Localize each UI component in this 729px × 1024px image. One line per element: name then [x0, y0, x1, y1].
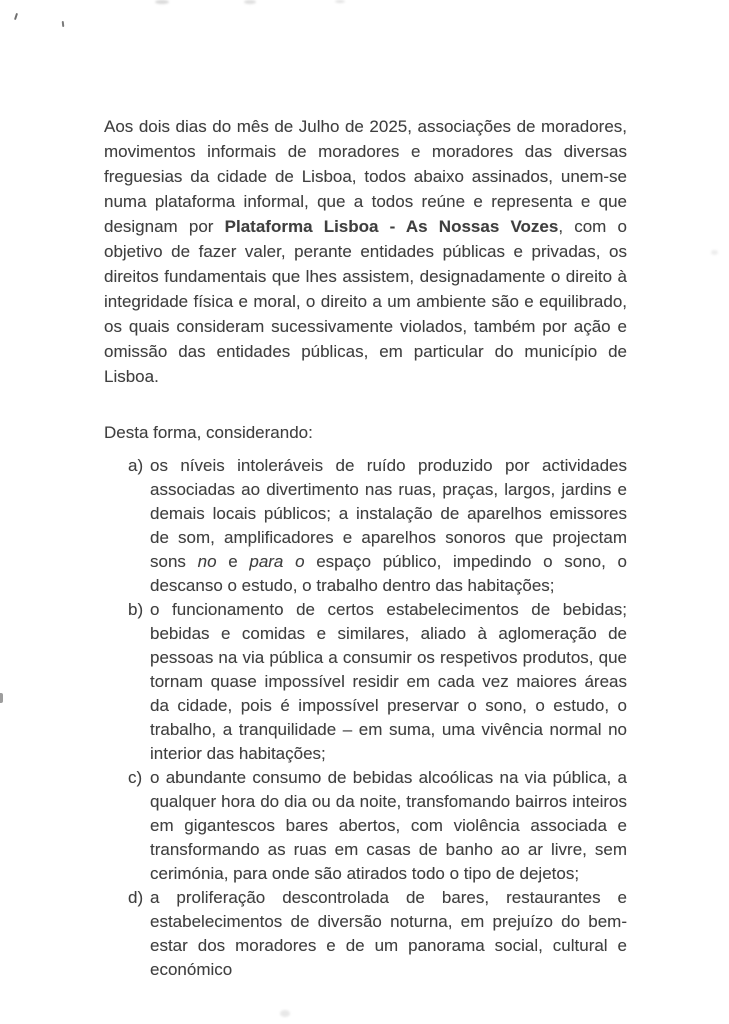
lead-in-line: Desta forma, considerando: [104, 423, 313, 442]
pen-tick-artifact [62, 21, 65, 27]
consideration-item [104, 598, 627, 766]
pen-tick-artifact [14, 13, 18, 20]
considerations-list [104, 454, 627, 982]
scan-smudge-artifact [155, 0, 169, 4]
scan-smudge-artifact [244, 0, 256, 4]
scan-smudge-artifact [711, 250, 718, 255]
document-body [104, 114, 627, 982]
consideration-item [104, 886, 627, 982]
scan-smudge-artifact [335, 0, 345, 3]
consideration-item [104, 766, 627, 886]
scan-edge-artifact [0, 693, 3, 703]
opening-paragraph: Aos dois dias do mês de Julho de 2025, associações de moradores, movimentos informais de moradores e moradores das diversas freguesias da cidade de Lisboa, todos abaixo assinados, unem-se numa plataforma informal, que a todos reúne e representa e que designam por Plataforma Lisboa - As Nossas Vozes, com o objetivo de fazer valer, perante entidades públicas e privadas, os direitos fundamentais que lhes assistem, designadamente o direito à integridade física e moral, o direito a um ambiente são e equilibrado, os quais consideram sucessivamente violados, também por ação e omissão das entidades públicas, em particular do município de Lisboa. [104, 117, 627, 386]
scan-smudge-artifact [280, 1010, 290, 1017]
item-marker: d) [128, 888, 144, 907]
item-text: os níveis intoleráveis de ruído produzido por actividades associadas ao divertimento nas ruas, praças, largos, jardins e demais locais públicos; a instalação de aparelhos emissores de som, amplificadores e aparelhos sonoros que projectam sons no e para o espaço público, impedindo o sono, o descanso o estudo, o trabalho dentro das habitações; [150, 456, 627, 595]
item-marker: b) [128, 600, 144, 619]
item-text: a proliferação descontrolada de bares, restaurantes e estabelecimentos de diversão noturna, em prejuízo do bem-estar dos moradores e de um panorama social, cultural e económico [150, 888, 627, 979]
consideration-item [104, 454, 627, 598]
item-text: o abundante consumo de bebidas alcoólicas na via pública, a qualquer hora do dia ou da noite, transfomando bairros inteiros em gigantescos bares abertos, com violência associada e transformando as ruas em casas de banho ao ar livre, sem cerimónia, para onde são atirados todo o tipo de dejetos; [150, 768, 627, 883]
item-text: o funcionamento de certos estabelecimentos de bebidas; bebidas e comidas e similares, aliado à aglomeração de pessoas na via pública a consumir os respetivos produtos, que tornam quase impossível residir em cada vez maiores áreas da cidade, pois é impossível preservar o sono, o estudo, o trabalho, a tranquilidade – em suma, uma vivência normal no interior das habitações; [150, 600, 627, 763]
item-marker: c) [128, 768, 143, 787]
item-marker: a) [128, 456, 144, 475]
